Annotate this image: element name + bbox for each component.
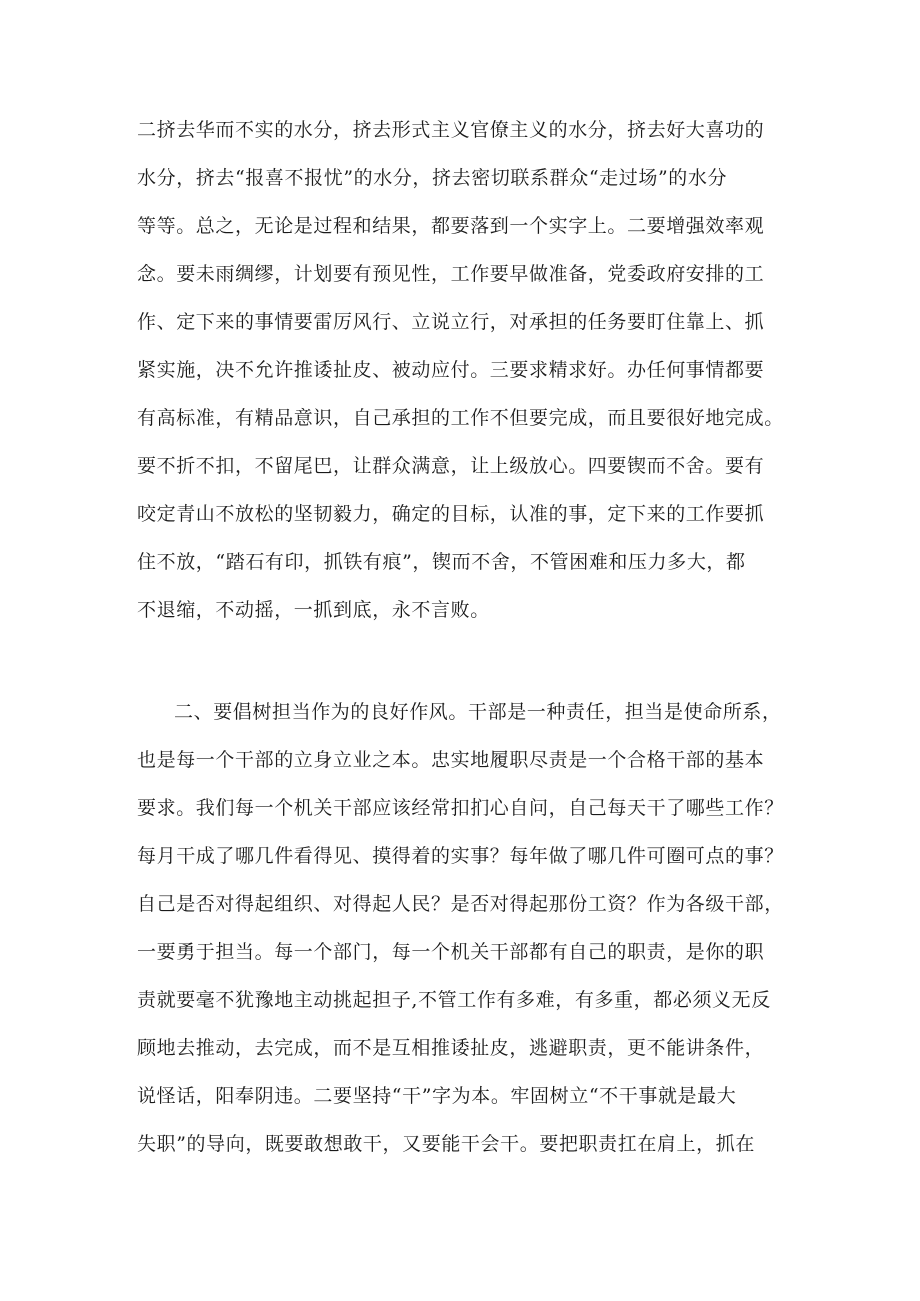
paragraph-line: 有高标准，有精品意识，自己承担的工作不但要完成，而且要很好地完成。 — [137, 407, 784, 429]
paragraph-line: 自己是否对得起组织、对得起人民？是否对得起那份工资？作为各级干部， — [137, 893, 784, 915]
paragraph-line: 二挤去华而不实的水分，挤去形式主义官僚主义的水分，挤去好大喜功的 — [137, 119, 765, 141]
paragraph-line: 等等。总之，无论是过程和结果，都要落到一个实字上。二要增强效率观 — [137, 215, 765, 237]
paragraph-line: 每月干成了哪几件看得见、摸得着的实事？每年做了哪几件可圈可点的事？ — [137, 845, 784, 867]
paragraph-line: 念。要未雨绸缪，计划要有预见性，工作要早做准备，党委政府安排的工 — [137, 263, 765, 285]
paragraph-line: 责就要毫不犹豫地主动挑起担子,不管工作有多难，有多重，都必须义无反 — [137, 989, 771, 1011]
paragraph-line: 顾地去推动，去完成，而不是互相推诿扯皮，逃避职责，更不能讲条件， — [137, 1037, 765, 1059]
paragraph-line: 作、定下来的事情要雷厉风行、立说立行，对承担的任务要盯住靠上、抓 — [137, 311, 765, 333]
paragraph-line: 失职”的导向，既要敢想敢干，又要能干会干。要把职责扛在肩上，抓在 — [137, 1133, 755, 1155]
paragraph-line: 一要勇于担当。每一个部门，每一个机关干部都有自己的职责，是你的职 — [137, 941, 765, 963]
paragraph-line: 也是每一个干部的立身立业之本。忠实地履职尽责是一个合格干部的基本 — [137, 749, 765, 771]
paragraph-line: 要不折不扣，不留尾巴，让群众满意，让上级放心。四要锲而不舍。要有 — [137, 455, 765, 477]
paragraph-line: 二、要倡树担当作为的良好作风。干部是一种责任，担当是使命所系， — [174, 701, 782, 723]
paragraph-line: 水分，挤去“报喜不报忧”的水分，挤去密切联系群众“走过场”的水分 — [137, 167, 728, 189]
paragraph-line: 咬定青山不放松的坚韧毅力，确定的目标，认准的事，定下来的工作要抓 — [137, 503, 765, 525]
paragraph-line: 要求。我们每一个机关干部应该经常扣扪心自问，自己每天干了哪些工作？ — [137, 797, 784, 819]
paragraph-line: 紧实施，决不允许推诿扯皮、被动应付。三要求精求好。办任何事情都要 — [137, 359, 765, 381]
paragraph-line: 说怪话，阳奉阴违。二要坚持“干”字为本。牢固树立“不干事就是最大 — [137, 1085, 737, 1107]
paragraph-line: 住不放，“踏石有印，抓铁有痕”，锲而不舍，不管困难和压力多大，都 — [137, 551, 746, 573]
paragraph-line: 不退缩，不动摇，一抓到底，永不言败。 — [137, 599, 490, 621]
